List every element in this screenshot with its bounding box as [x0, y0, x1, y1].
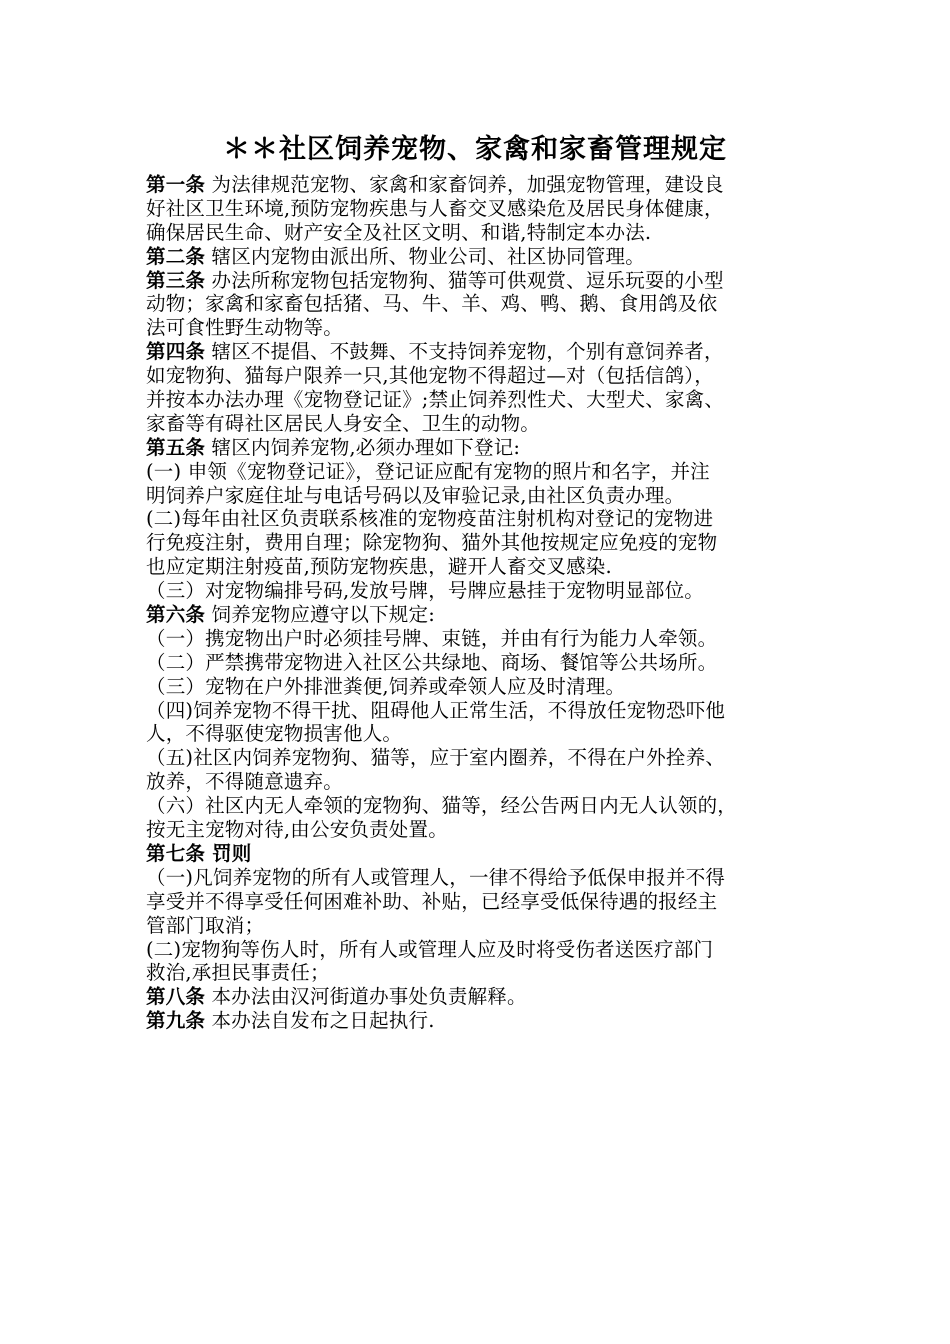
- article-text: 人，不得驱使宠物损害他人。: [146, 722, 403, 746]
- document-line: [146, 938, 826, 962]
- document-line: [146, 245, 826, 269]
- article-text: 办法所称宠物包括宠物狗、猫等可供观赏、逗乐玩耍的小型: [205, 268, 724, 292]
- document-line: [146, 818, 826, 842]
- article-text: （六）社区内无人牵领的宠物狗、猫等，经公告两日内无人认领的，: [146, 794, 738, 818]
- article-text: 本办法自发布之日起执行.: [205, 1009, 435, 1033]
- article-label: 第五条: [146, 435, 206, 459]
- article-label: 第六条: [146, 603, 206, 627]
- document-line: [146, 388, 826, 412]
- article-text: （五)社区内饲养宠物狗、猫等，应于室内圈养，不得在户外拴养、: [146, 746, 726, 770]
- article-text: 明饲养户家庭住址与电话号码以及审验记录,由社区负责办理。: [146, 483, 685, 507]
- article-text: 确保居民生命、财产安全及社区文明、和谐,特制定本办法.: [146, 220, 652, 244]
- article-text: (二)每年由社区负责联系核准的宠物疫苗注射机构对登记的宠物进: [146, 507, 714, 531]
- article-label: 第九条: [146, 1009, 206, 1033]
- document-line: [146, 436, 826, 460]
- document-line: [146, 770, 826, 794]
- article-text: 辖区不提倡、不鼓舞、不支持饲养宠物，个别有意饲养者，: [205, 340, 724, 364]
- article-label: 第二条: [146, 244, 206, 268]
- article-text: （三）对宠物编排号码,发放号牌，号牌应悬挂于宠物明显部位。: [146, 579, 704, 603]
- document-line: [146, 340, 826, 364]
- document-line: [146, 794, 826, 818]
- document-line: [146, 603, 826, 627]
- document-line: [146, 842, 826, 866]
- document-line: [146, 890, 826, 914]
- document-line: [146, 197, 826, 221]
- article-label: 第七条 罚则: [146, 841, 252, 865]
- article-text: 饲养宠物应遵守以下规定:: [205, 603, 435, 627]
- article-text: (二)宠物狗等伤人时，所有人或管理人应及时将受伤者送医疗部门: [146, 937, 714, 961]
- article-text: 为法律规范宠物、家禽和家畜饲养，加强宠物管理，建设良: [205, 173, 724, 196]
- document-line: [146, 269, 826, 293]
- document-title: ＊＊社区饲养宠物、家禽和家畜管理规定: [223, 134, 727, 165]
- article-text: （一)凡饲养宠物的所有人或管理人，一律不得给予低保申报并不得: [146, 865, 726, 889]
- article-text: (一) 申领《宠物登记证》，登记证应配有宠物的照片和名字，并注: [146, 459, 710, 483]
- article-text: 法可食性野生动物等。: [146, 316, 344, 340]
- article-text: 也应定期注射疫苗,预防宠物疾患，避开人畜交叉感染.: [146, 555, 612, 579]
- document-line: [146, 699, 826, 723]
- article-text: 并按本办法办理《宠物登记证》;禁止饲养烈性犬、大型犬、家禽、: [146, 388, 725, 412]
- document-line: [146, 722, 826, 746]
- article-text: 救治,承担民事责任；: [146, 961, 330, 985]
- article-label: 第一条: [146, 173, 206, 196]
- document-line: [146, 555, 826, 579]
- document-line: [146, 221, 826, 245]
- article-text: 本办法由汉河街道办事处负责解释。: [205, 985, 527, 1009]
- document-line: [146, 961, 826, 985]
- article-text: 家畜等有碍社区居民人身安全、卫生的动物。: [146, 411, 541, 435]
- article-text: （一）携宠物出户时必须挂号牌、束链，并由有行为能力人牵领。: [146, 626, 718, 650]
- article-text: 好社区卫生环境,预防宠物疾患与人畜交叉感染危及居民身体健康，: [146, 196, 724, 220]
- document-line: [146, 579, 826, 603]
- document-body: [146, 173, 826, 1033]
- article-label: 第三条: [146, 268, 206, 292]
- document-line: [146, 364, 826, 388]
- article-text: 按无主宠物对待,由公安负责处置。: [146, 818, 448, 842]
- article-text: 动物；家禽和家畜包括猪、马、牛、羊、鸡、鸭、鹅、食用鸽及依: [146, 292, 718, 316]
- article-text: （二）严禁携带宠物进入社区公共绿地、商场、餐馆等公共场所。: [146, 650, 718, 674]
- article-text: （四)饲养宠物不得干扰、阻碍他人正常生活，不得放任宠物恐吓他: [146, 698, 726, 722]
- document-line: [146, 507, 826, 531]
- document-line: [146, 914, 826, 938]
- document-line: [146, 866, 826, 890]
- article-label: 第四条: [146, 340, 206, 364]
- article-text: 放养，不得随意遗弃。: [146, 770, 344, 794]
- article-text: 享受并不得享受任何困难补助、补贴，已经享受低保待遇的报经主: [146, 889, 718, 913]
- article-text: 管部门取消；: [146, 913, 265, 937]
- article-text: 辖区内宠物由派出所、物业公司、社区协同管理。: [205, 244, 645, 268]
- document-line: [146, 292, 826, 316]
- document-line: [146, 675, 826, 699]
- document-line: [146, 484, 826, 508]
- document-line: [146, 651, 826, 675]
- document-line: [146, 412, 826, 436]
- article-text: 行免疫注射，费用自理；除宠物狗、猫外其他按规定应免疫的宠物: [146, 531, 718, 555]
- document-line: [146, 173, 826, 197]
- document-line: [146, 316, 826, 340]
- document-line: [146, 985, 826, 1009]
- article-label: 第八条: [146, 985, 206, 1009]
- article-text: 辖区内饲养宠物,必须办理如下登记:: [205, 435, 521, 459]
- document-line: [146, 1009, 826, 1033]
- document-line: [146, 460, 826, 484]
- document-line: [146, 627, 826, 651]
- article-text: （三）宠物在户外排泄粪便,饲养或牵领人应及时清理。: [146, 674, 626, 698]
- document-line: [146, 746, 826, 770]
- article-text: 如宠物狗、猫每户限养一只,其他宠物不得超过—对（包括信鸽），: [146, 364, 714, 388]
- document-line: [146, 531, 826, 555]
